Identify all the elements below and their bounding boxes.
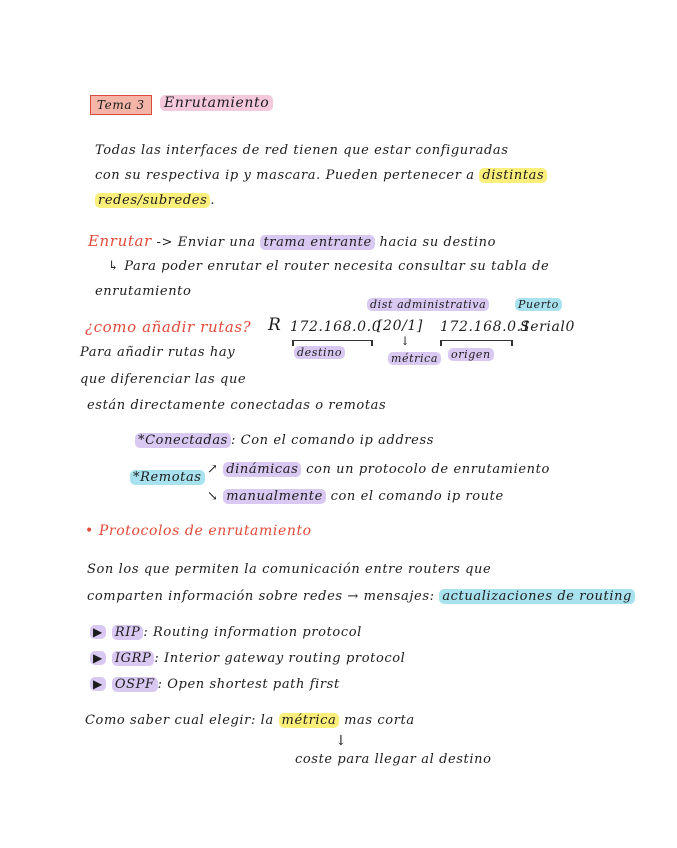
highlight-redes-subredes: redes/subredes xyxy=(95,193,210,208)
anadir-line-3: están directamente conectadas o remotas xyxy=(87,398,387,413)
play-bullet-icon: ▶ xyxy=(90,625,106,639)
intro-line-2 xyxy=(95,168,547,183)
protocol-item-rip xyxy=(90,625,362,640)
origen-bracket-tick-r xyxy=(511,340,513,346)
anadir-rutas-question: ¿como añadir rutas? xyxy=(85,318,252,336)
elegir-arrow: ↓ xyxy=(335,733,348,749)
highlight-manualmente: manualmente xyxy=(223,489,326,504)
dinamicas-line xyxy=(207,462,550,477)
origen-bracket-tick-l xyxy=(440,340,442,346)
protocol-desc: : Open shortest path first xyxy=(157,677,340,692)
enrutar-def-pre: -> Enviar una xyxy=(151,235,261,250)
protocol-item-ospf xyxy=(90,677,340,692)
highlight-dinamicas: dinámicas xyxy=(223,462,301,477)
elegir-text-post: mas corta xyxy=(339,713,415,728)
route-origin-ip: 172.168.0.1 xyxy=(440,319,532,335)
protocol-desc: : Interior gateway routing protocol xyxy=(154,651,406,666)
protocol-name: OSPF xyxy=(112,677,158,692)
conectadas-line xyxy=(135,433,434,448)
highlight-actualizaciones: actualizaciones de routing xyxy=(439,589,635,604)
highlight-remotas: *Remotas xyxy=(130,470,205,485)
highlight-trama-entrante: trama entrante xyxy=(260,235,374,250)
remotas-label-wrap xyxy=(130,470,205,485)
intro-line-2-text: con su respectiva ip y mascara. Pueden pertenecer a xyxy=(95,168,480,183)
route-dest-ip: 172.168.0.0 xyxy=(290,319,382,335)
destino-bracket xyxy=(292,340,372,341)
anadir-line-2: que diferenciar las que xyxy=(80,372,247,387)
protocol-name: RIP xyxy=(112,625,143,640)
protocolos-line-2 xyxy=(87,589,635,604)
play-bullet-icon: ▶ xyxy=(90,677,106,691)
route-r: R xyxy=(268,315,282,335)
origen-bracket xyxy=(440,340,512,341)
protocolos-line-2-text: comparten información sobre redes → mensajes: xyxy=(87,589,440,604)
dinamicas-text: con un protocolo de enrutamiento xyxy=(301,462,550,477)
metrica-arrow: ↓ xyxy=(400,334,411,348)
remotas-arrow-up: ↗ xyxy=(207,462,219,477)
label-destino: destino xyxy=(294,346,345,359)
intro-line-3-tail: . xyxy=(210,193,216,208)
route-metric-box: [20/1] xyxy=(377,318,423,334)
route-port: Serial0 xyxy=(520,319,575,335)
label-origen: origen xyxy=(448,348,494,361)
elegir-result: coste para llegar al destino xyxy=(295,752,492,767)
highlight-distintas: distintas xyxy=(479,168,547,183)
manual-text: con el comando ip route xyxy=(325,489,504,504)
destino-bracket-tick-r xyxy=(371,340,373,346)
highlight-metrica: métrica xyxy=(279,713,340,728)
highlight-conectadas: *Conectadas xyxy=(135,433,231,448)
play-bullet-icon: ▶ xyxy=(90,651,106,665)
enrutar-definition xyxy=(88,232,496,250)
page-title: Enrutamiento xyxy=(160,95,273,111)
label-metrica: métrica xyxy=(388,352,441,365)
protocol-name: IGRP xyxy=(112,651,154,666)
anadir-line-1: Para añadir rutas hay xyxy=(80,345,236,360)
enrutar-sub-line-1: ↳ Para poder enrutar el router necesita consultar su tabla de xyxy=(108,259,550,274)
tema-label: Tema 3 xyxy=(90,95,152,115)
intro-line-3 xyxy=(95,193,215,208)
enrutar-sub-line-2: enrutamiento xyxy=(95,284,192,299)
elegir-text-pre: Como saber cual elegir: la xyxy=(85,713,279,728)
intro-line-1: Todas las interfaces de red tienen que estar configuradas xyxy=(95,143,509,158)
label-dist-administrativa: dist administrativa xyxy=(367,298,489,311)
label-puerto: Puerto xyxy=(515,298,562,311)
conectadas-text: : Con el comando ip address xyxy=(230,433,435,448)
elegir-line xyxy=(85,713,415,728)
protocolos-line-1: Son los que permiten la comunicación entre routers que xyxy=(87,562,492,577)
remotas-arrow-down: ↘ xyxy=(207,489,219,504)
protocol-item-igrp xyxy=(90,651,405,666)
protocolos-heading: • Protocolos de enrutamiento xyxy=(85,523,312,539)
enrutar-def-post: hacia su destino xyxy=(374,235,497,250)
enrutar-term: Enrutar xyxy=(88,232,152,250)
protocol-desc: : Routing information protocol xyxy=(143,625,362,640)
manual-line xyxy=(207,489,504,504)
destino-bracket-tick-l xyxy=(292,340,294,346)
